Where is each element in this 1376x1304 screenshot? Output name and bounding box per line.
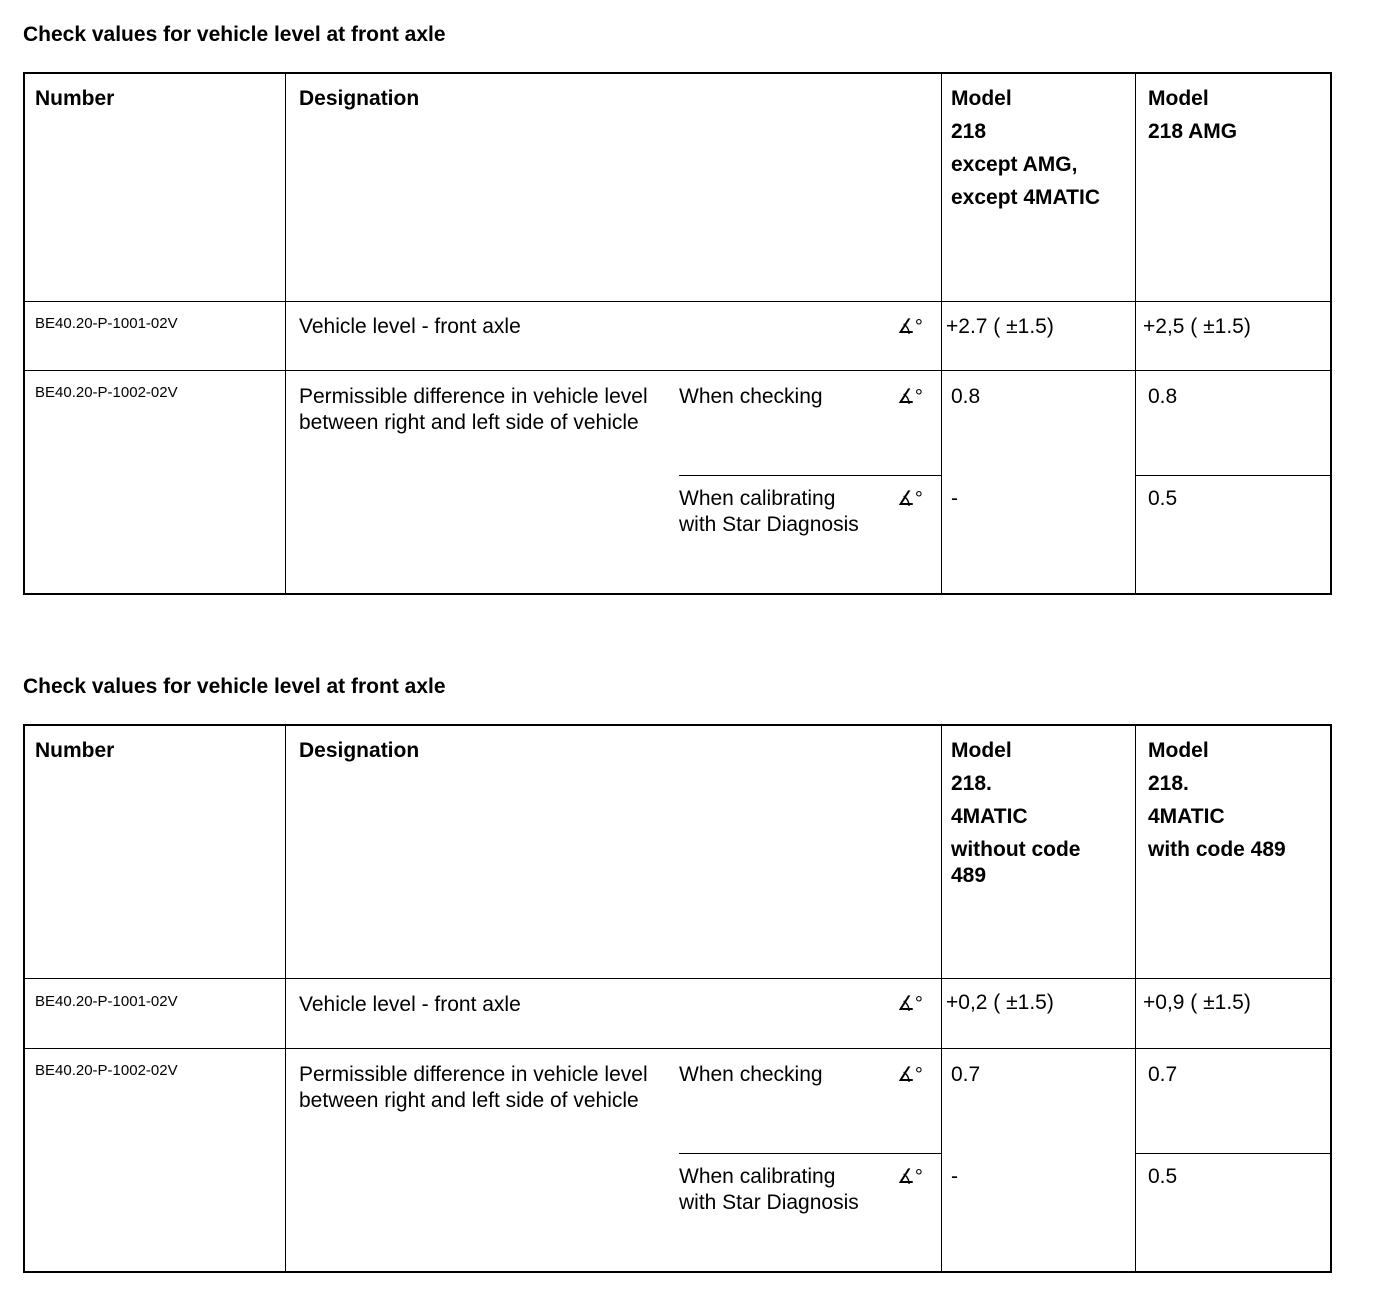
check-values-table (23, 724, 1332, 1273)
value-model-b: 0.5 (1148, 487, 1178, 510)
header-model-a: Model 218. 4MATIC without code 489 (951, 739, 1081, 887)
sub-label-checking: When checking (679, 385, 823, 408)
header-model-b: Model 218. 4MATIC with code 489 (1148, 739, 1286, 861)
sub-label-checking: When checking (679, 1063, 823, 1086)
table-section-1 (0, 0, 1376, 600)
row-designation: Permissible difference in vehicle level between right and left side of vehicle (299, 1063, 648, 1112)
header-designation: Designation (299, 87, 420, 110)
value-model-b: 0.5 (1148, 1165, 1178, 1188)
value-model-a: - (951, 1165, 958, 1188)
angle-degree-icon: ∡° (897, 488, 923, 510)
table-title: Check values for vehicle level at front axle (23, 23, 446, 46)
header-number: Number (35, 87, 115, 110)
row-number: BE40.20-P-1002-02V (35, 1062, 178, 1079)
row-designation: Vehicle level - front axle (299, 315, 521, 338)
value-model-a: 0.8 (951, 385, 981, 408)
angle-degree-icon: ∡° (897, 1166, 923, 1188)
row-number: BE40.20-P-1002-02V (35, 384, 178, 401)
row-designation: Permissible difference in vehicle level between right and left side of vehicle (299, 385, 648, 434)
sub-label-calibrating: When calibrating with Star Diagnosis (679, 1165, 859, 1214)
table-section-2 (0, 652, 1376, 1282)
header-number: Number (35, 739, 115, 762)
angle-degree-icon: ∡° (897, 316, 923, 338)
header-model-a: Model 218 except AMG, except 4MATIC (951, 87, 1100, 209)
table-title: Check values for vehicle level at front axle (23, 675, 446, 698)
row-number: BE40.20-P-1001-02V (35, 993, 178, 1010)
sub-label-calibrating: When calibrating with Star Diagnosis (679, 487, 859, 536)
value-model-b: 0.8 (1148, 385, 1178, 408)
value-model-b: +2,5 ( ±1.5) (1143, 315, 1251, 338)
value-model-a: +0,2 ( ±1.5) (946, 991, 1054, 1014)
value-model-a: - (951, 487, 958, 510)
row-designation: Vehicle level - front axle (299, 993, 521, 1016)
angle-degree-icon: ∡° (897, 1064, 923, 1086)
check-values-table (23, 72, 1332, 595)
row-number: BE40.20-P-1001-02V (35, 315, 178, 332)
value-model-b: 0.7 (1148, 1063, 1178, 1086)
header-model-b: Model 218 AMG (1148, 87, 1238, 143)
value-model-a: +2.7 ( ±1.5) (946, 315, 1054, 338)
value-model-a: 0.7 (951, 1063, 981, 1086)
angle-degree-icon: ∡° (897, 386, 923, 408)
header-designation: Designation (299, 739, 420, 762)
angle-degree-icon: ∡° (897, 993, 923, 1015)
value-model-b: +0,9 ( ±1.5) (1143, 991, 1251, 1014)
